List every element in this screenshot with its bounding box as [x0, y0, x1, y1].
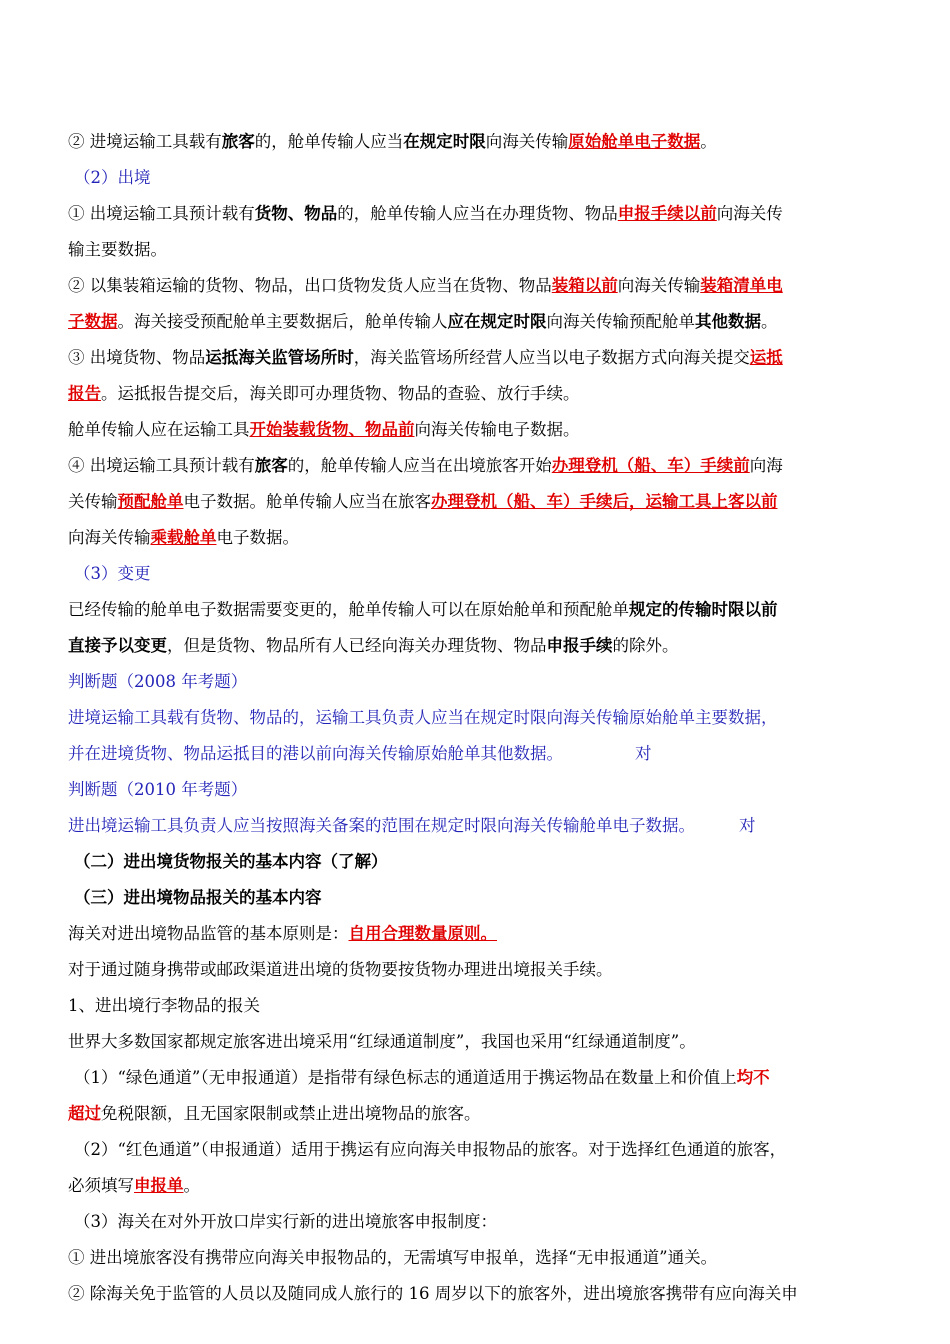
- quiz-title: 判断题（2010 年考题）: [68, 780, 248, 799]
- paragraph-line: 必须填写申报单。: [68, 1176, 200, 1195]
- paragraph-line: 直接予以变更，但是货物、物品所有人已经向海关办理货物、物品申报手续的除外。: [68, 636, 679, 655]
- paragraph-line: 输主要数据。: [68, 240, 167, 259]
- paragraph-line: ② 以集装箱运输的货物、物品，出口货物发货人应当在货物、物品装箱以前向海关传输装箱清单电: [68, 276, 783, 295]
- paragraph-line: 报告。运抵报告提交后，海关即可办理货物、物品的查验、放行手续。: [68, 384, 580, 403]
- paragraph-line: ② 进境运输工具载有旅客的，舱单传输人应当在规定时限向海关传输原始舱单电子数据。: [68, 132, 717, 151]
- section-heading-exit: （2）出境: [74, 168, 151, 187]
- paragraph-line: （3）海关在对外开放口岸实行新的进出境旅客申报制度：: [74, 1212, 497, 1231]
- paragraph-line: 1、进出境行李物品的报关: [68, 996, 260, 1015]
- paragraph-line: 对于通过随身携带或邮政渠道进出境的货物要按货物办理进出境报关手续。: [68, 960, 613, 979]
- section-heading: （二）进出境货物报关的基本内容（了解）: [74, 852, 388, 871]
- quiz-title: 判断题（2008 年考题）: [68, 672, 248, 691]
- paragraph-line: 世界大多数国家都规定旅客进出境采用“红绿通道制度”，我国也采用“红绿通道制度”。: [68, 1032, 696, 1051]
- quiz-answer: 对: [739, 816, 756, 835]
- section-heading-change: （3）变更: [74, 564, 151, 583]
- quiz-text: 并在进境货物、物品运抵目的港以前向海关传输原始舱单其他数据。 对: [68, 744, 652, 763]
- paragraph-line: 海关对进出境物品监管的基本原则是：自用合理数量原则。: [68, 924, 497, 943]
- paragraph-line: （2）“红色通道”（申报通道）适用于携运有应向海关申报物品的旅客。对于选择红色通道的旅客，: [74, 1140, 787, 1159]
- paragraph-line: 向海关传输乘载舱单电子数据。: [68, 528, 299, 547]
- paragraph-line: 子数据。海关接受预配舱单主要数据后，舱单传输人应在规定时限向海关传输预配舱单其他数据。: [68, 312, 778, 331]
- paragraph-line: ③ 出境货物、物品运抵海关监管场所时，海关监管场所经营人应当以电子数据方式向海关提交运抵: [68, 348, 783, 367]
- paragraph-line: 超过免税限额，且无国家限制或禁止进出境物品的旅客。: [68, 1104, 481, 1123]
- paragraph-line: ② 除海关免于监管的人员以及随同成人旅行的 16 周岁以下的旅客外，进出境旅客携带有应向海关申: [68, 1284, 798, 1303]
- paragraph-line: ① 出境运输工具预计载有货物、物品的，舱单传输人应当在办理货物、物品申报手续以前向海关传: [68, 204, 783, 223]
- document-page: [68, 124, 840, 1312]
- paragraph-line: ④ 出境运输工具预计载有旅客的，舱单传输人应当在出境旅客开始办理登机（船、车）手续前向海: [68, 456, 783, 475]
- quiz-text: 进境运输工具载有货物、物品的，运输工具负责人应当在规定时限向海关传输原始舱单主要数据，: [68, 708, 778, 727]
- paragraph-line: 关传输预配舱单电子数据。舱单传输人应当在旅客办理登机（船、车）手续后，运输工具上客以前: [68, 492, 778, 511]
- quiz-answer: 对: [635, 744, 652, 763]
- paragraph-line: （1）“绿色通道”（无申报通道）是指带有绿色标志的通道适用于携运物品在数量上和价值上均不: [74, 1068, 770, 1087]
- section-heading: （三）进出境物品报关的基本内容: [74, 888, 322, 907]
- quiz-text: 进出境运输工具负责人应当按照海关备案的范围在规定时限向海关传输舱单电子数据。 对: [68, 816, 756, 835]
- paragraph-line: 已经传输的舱单电子数据需要变更的，舱单传输人可以在原始舱单和预配舱单规定的传输时限以前: [68, 600, 778, 619]
- paragraph-line: 舱单传输人应在运输工具开始装载货物、物品前向海关传输电子数据。: [68, 420, 580, 439]
- paragraph-line: ① 进出境旅客没有携带应向海关申报物品的，无需填写申报单，选择“无申报通道”通关。: [68, 1248, 718, 1267]
